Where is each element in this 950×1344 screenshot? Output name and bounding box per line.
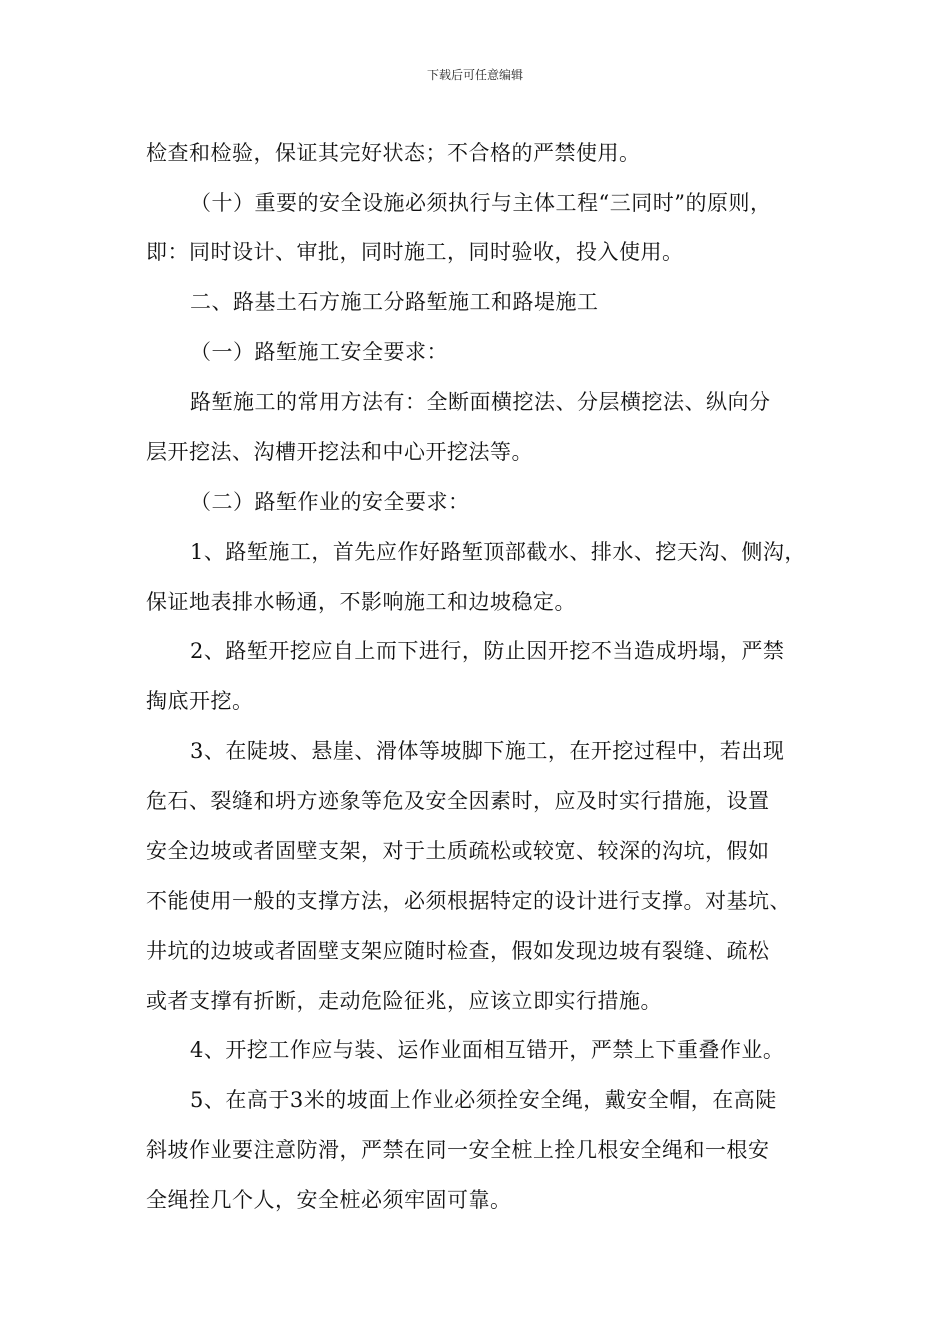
subsection-heading: （一）路堑施工安全要求： [190, 340, 448, 364]
text-line: 安全边坡或者固壁支架，对于土质疏松或较宽、较深的沟坑，假如 [146, 839, 770, 863]
text-line: 掏底开挖。 [146, 689, 254, 713]
text-line: 1、路堑施工，首先应作好路堑顶部截水、排水、挖天沟、侧沟， [190, 540, 806, 564]
page-header: 下载后可任意编辑 [426, 68, 523, 82]
text-line: 斜坡作业要注意防滑，严禁在同一安全桩上拴几根安全绳和一根安 [146, 1138, 770, 1162]
text-line: 5、在高于3米的坡面上作业必须拴安全绳，戴安全帽，在高陡 [190, 1088, 777, 1112]
section-heading: 二、路基土石方施工分路堑施工和路堤施工 [190, 290, 599, 314]
subsection-heading: （二）路堑作业的安全要求： [190, 490, 470, 514]
text-line: 4、开挖工作应与装、运作业面相互错开，严禁上下重叠作业。 [190, 1038, 785, 1062]
text-line: 检查和检验，保证其完好状态；不合格的严禁使用。 [146, 141, 641, 165]
text-line: 井坑的边坡或者固壁支架应随时检查，假如发现边坡有裂缝、疏松 [146, 939, 770, 963]
text-line: 2、路堑开挖应自上而下进行，防止因开挖不当造成坍塌，严禁 [190, 639, 785, 663]
text-line: 不能使用一般的支撑方法，必须根据特定的设计进行支撑。对基坑、 [146, 889, 791, 913]
text-line: 即：同时设计、审批，同时施工，同时验收，投入使用。 [146, 240, 684, 264]
text-line: 路堑施工的常用方法有：全断面横挖法、分层横挖法、纵向分 [190, 390, 771, 414]
text-line: 保证地表排水畅通，不影响施工和边坡稳定。 [146, 590, 576, 614]
text-line: 危石、裂缝和坍方迹象等危及安全因素时，应及时实行措施，设置 [146, 789, 770, 813]
text-line: （十）重要的安全设施必须执行与主体工程“三同时”的原则， [190, 191, 772, 215]
text-line: 全绳拴几个人，安全桩必须牢固可靠。 [146, 1188, 512, 1212]
text-line: 层开挖法、沟槽开挖法和中心开挖法等。 [146, 440, 533, 464]
text-line: 3、在陡坡、悬崖、滑体等坡脚下施工，在开挖过程中，若出现 [190, 739, 785, 763]
text-line: 或者支撑有折断，走动危险征兆，应该立即实行措施。 [146, 989, 662, 1013]
